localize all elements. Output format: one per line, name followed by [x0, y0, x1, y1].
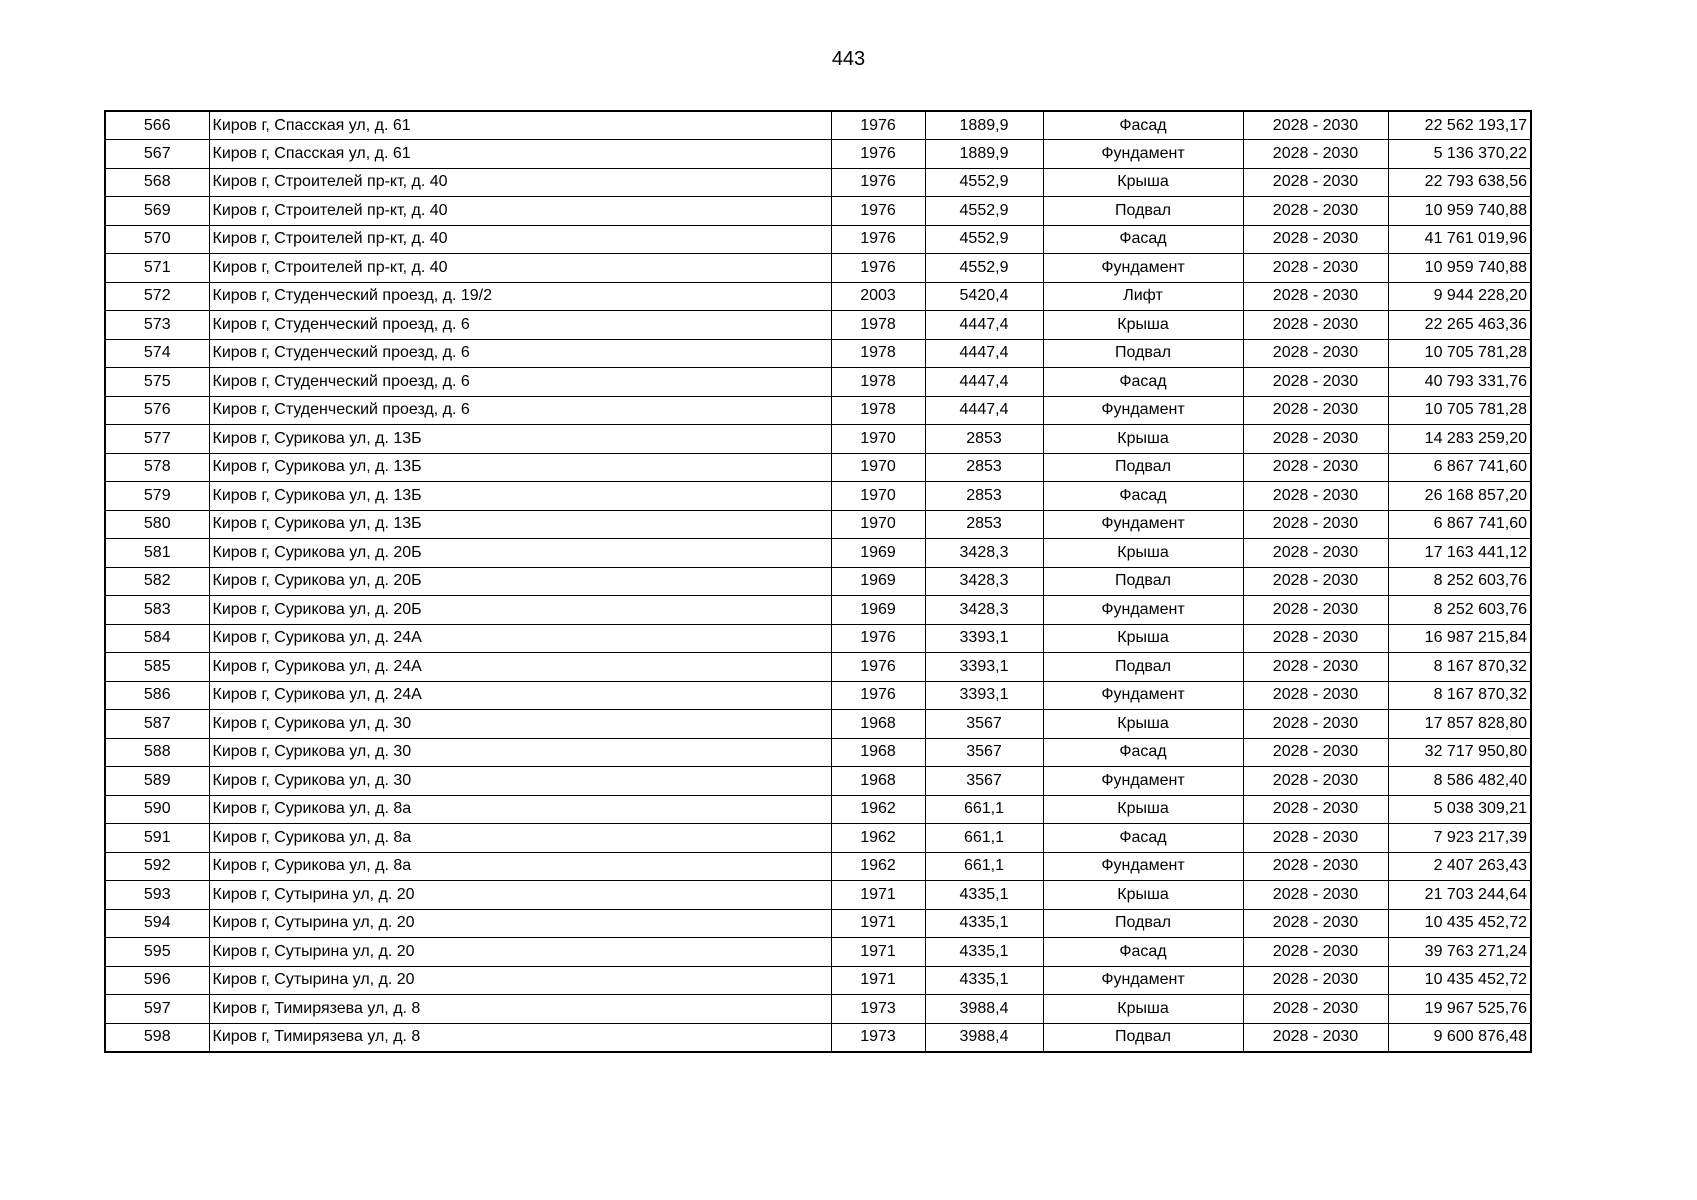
cell-build-year: 1968: [831, 738, 925, 767]
cell-cost: 10 705 781,28: [1388, 396, 1531, 425]
cell-work-type: Крыша: [1043, 168, 1243, 197]
table-row: [105, 681, 1531, 710]
cell-cost: 8 167 870,32: [1388, 653, 1531, 682]
cell-period: 2028 - 2030: [1243, 368, 1388, 397]
cell-work-type: Крыша: [1043, 624, 1243, 653]
cell-work-type: Фасад: [1043, 368, 1243, 397]
cell-period: 2028 - 2030: [1243, 254, 1388, 283]
cell-row-number: 596: [105, 966, 209, 995]
cell-cost: 41 761 019,96: [1388, 225, 1531, 254]
cell-period: 2028 - 2030: [1243, 510, 1388, 539]
cell-period: 2028 - 2030: [1243, 339, 1388, 368]
cell-row-number: 577: [105, 425, 209, 454]
table-row: [105, 767, 1531, 796]
cell-area: 3428,3: [925, 596, 1043, 625]
cell-period: 2028 - 2030: [1243, 140, 1388, 169]
table-row: [105, 653, 1531, 682]
cell-work-type: Крыша: [1043, 795, 1243, 824]
table-row: [105, 738, 1531, 767]
cell-address: Киров г, Тимирязева ул, д. 8: [209, 1023, 831, 1052]
cell-work-type: Подвал: [1043, 909, 1243, 938]
cell-address: Киров г, Строителей пр-кт, д. 40: [209, 168, 831, 197]
cell-address: Киров г, Сурикова ул, д. 20Б: [209, 539, 831, 568]
cell-cost: 8 167 870,32: [1388, 681, 1531, 710]
cell-work-type: Фасад: [1043, 111, 1243, 140]
cell-build-year: 1976: [831, 653, 925, 682]
cell-period: 2028 - 2030: [1243, 881, 1388, 910]
cell-area: 3567: [925, 767, 1043, 796]
cell-cost: 5 038 309,21: [1388, 795, 1531, 824]
cell-period: 2028 - 2030: [1243, 482, 1388, 511]
cell-row-number: 580: [105, 510, 209, 539]
cell-build-year: 1976: [831, 111, 925, 140]
cell-address: Киров г, Сурикова ул, д. 30: [209, 738, 831, 767]
cell-cost: 10 435 452,72: [1388, 909, 1531, 938]
cell-area: 1889,9: [925, 140, 1043, 169]
cell-row-number: 582: [105, 567, 209, 596]
cell-build-year: 1962: [831, 824, 925, 853]
cell-row-number: 593: [105, 881, 209, 910]
table-row: [105, 111, 1531, 140]
cell-row-number: 569: [105, 197, 209, 226]
cell-work-type: Фасад: [1043, 482, 1243, 511]
cell-work-type: Фундамент: [1043, 852, 1243, 881]
cell-cost: 26 168 857,20: [1388, 482, 1531, 511]
cell-build-year: 1976: [831, 254, 925, 283]
cell-period: 2028 - 2030: [1243, 225, 1388, 254]
cell-address: Киров г, Студенческий проезд, д. 6: [209, 396, 831, 425]
cell-work-type: Подвал: [1043, 197, 1243, 226]
cell-cost: 2 407 263,43: [1388, 852, 1531, 881]
cell-area: 3988,4: [925, 995, 1043, 1024]
cell-build-year: 2003: [831, 282, 925, 311]
cell-address: Киров г, Сутырина ул, д. 20: [209, 938, 831, 967]
cell-address: Киров г, Сурикова ул, д. 24А: [209, 681, 831, 710]
cell-period: 2028 - 2030: [1243, 453, 1388, 482]
cell-area: 3428,3: [925, 539, 1043, 568]
cell-area: 4335,1: [925, 881, 1043, 910]
cell-build-year: 1968: [831, 710, 925, 739]
cell-build-year: 1969: [831, 567, 925, 596]
cell-work-type: Фундамент: [1043, 510, 1243, 539]
cell-build-year: 1969: [831, 539, 925, 568]
cell-area: 2853: [925, 425, 1043, 454]
cell-build-year: 1970: [831, 425, 925, 454]
cell-build-year: 1962: [831, 852, 925, 881]
cell-address: Киров г, Сурикова ул, д. 8а: [209, 795, 831, 824]
cell-cost: 8 252 603,76: [1388, 596, 1531, 625]
cell-address: Киров г, Сурикова ул, д. 13Б: [209, 482, 831, 511]
cell-cost: 5 136 370,22: [1388, 140, 1531, 169]
cell-work-type: Фасад: [1043, 938, 1243, 967]
cell-cost: 17 163 441,12: [1388, 539, 1531, 568]
table-row: [105, 909, 1531, 938]
table-row: [105, 368, 1531, 397]
cell-row-number: 587: [105, 710, 209, 739]
cell-cost: 40 793 331,76: [1388, 368, 1531, 397]
cell-row-number: 575: [105, 368, 209, 397]
cell-address: Киров г, Сурикова ул, д. 30: [209, 767, 831, 796]
cell-address: Киров г, Спасская ул, д. 61: [209, 140, 831, 169]
cell-period: 2028 - 2030: [1243, 938, 1388, 967]
cell-area: 4552,9: [925, 197, 1043, 226]
cell-period: 2028 - 2030: [1243, 966, 1388, 995]
table-row: [105, 453, 1531, 482]
cell-build-year: 1970: [831, 482, 925, 511]
cell-build-year: 1971: [831, 938, 925, 967]
table-row: [105, 396, 1531, 425]
cell-work-type: Подвал: [1043, 567, 1243, 596]
table-row: [105, 510, 1531, 539]
cell-area: 4335,1: [925, 938, 1043, 967]
cell-area: 4552,9: [925, 168, 1043, 197]
cell-build-year: 1976: [831, 140, 925, 169]
cell-row-number: 576: [105, 396, 209, 425]
cell-period: 2028 - 2030: [1243, 425, 1388, 454]
cell-cost: 6 867 741,60: [1388, 510, 1531, 539]
cell-address: Киров г, Тимирязева ул, д. 8: [209, 995, 831, 1024]
cell-build-year: 1969: [831, 596, 925, 625]
cell-row-number: 588: [105, 738, 209, 767]
table-row: [105, 254, 1531, 283]
cell-area: 3393,1: [925, 681, 1043, 710]
cell-row-number: 586: [105, 681, 209, 710]
cell-period: 2028 - 2030: [1243, 311, 1388, 340]
cell-address: Киров г, Студенческий проезд, д. 6: [209, 311, 831, 340]
cell-build-year: 1976: [831, 624, 925, 653]
cell-build-year: 1976: [831, 168, 925, 197]
cell-build-year: 1973: [831, 1023, 925, 1052]
cell-area: 2853: [925, 453, 1043, 482]
table-row: [105, 938, 1531, 967]
cell-row-number: 572: [105, 282, 209, 311]
repair-schedule-table: [104, 110, 1532, 1053]
cell-build-year: 1970: [831, 510, 925, 539]
cell-period: 2028 - 2030: [1243, 852, 1388, 881]
table-row: [105, 425, 1531, 454]
cell-address: Киров г, Студенческий проезд, д. 6: [209, 339, 831, 368]
cell-period: 2028 - 2030: [1243, 596, 1388, 625]
cell-area: 4335,1: [925, 909, 1043, 938]
cell-period: 2028 - 2030: [1243, 795, 1388, 824]
cell-row-number: 589: [105, 767, 209, 796]
cell-address: Киров г, Строителей пр-кт, д. 40: [209, 197, 831, 226]
cell-area: 2853: [925, 510, 1043, 539]
cell-cost: 8 252 603,76: [1388, 567, 1531, 596]
cell-period: 2028 - 2030: [1243, 539, 1388, 568]
cell-cost: 8 586 482,40: [1388, 767, 1531, 796]
cell-area: 4552,9: [925, 254, 1043, 283]
cell-work-type: Подвал: [1043, 453, 1243, 482]
cell-area: 4335,1: [925, 966, 1043, 995]
cell-cost: 17 857 828,80: [1388, 710, 1531, 739]
cell-cost: 19 967 525,76: [1388, 995, 1531, 1024]
cell-row-number: 597: [105, 995, 209, 1024]
cell-row-number: 567: [105, 140, 209, 169]
cell-cost: 6 867 741,60: [1388, 453, 1531, 482]
cell-row-number: 566: [105, 111, 209, 140]
cell-work-type: Крыша: [1043, 995, 1243, 1024]
table-row: [105, 995, 1531, 1024]
cell-row-number: 568: [105, 168, 209, 197]
cell-area: 3567: [925, 710, 1043, 739]
cell-area: 4447,4: [925, 368, 1043, 397]
table-row: [105, 539, 1531, 568]
cell-cost: 9 944 228,20: [1388, 282, 1531, 311]
cell-address: Киров г, Сурикова ул, д. 8а: [209, 824, 831, 853]
cell-area: 3988,4: [925, 1023, 1043, 1052]
cell-build-year: 1968: [831, 767, 925, 796]
table-row: [105, 881, 1531, 910]
cell-row-number: 570: [105, 225, 209, 254]
cell-area: 3393,1: [925, 624, 1043, 653]
cell-row-number: 571: [105, 254, 209, 283]
cell-work-type: Фундамент: [1043, 767, 1243, 796]
cell-area: 3393,1: [925, 653, 1043, 682]
cell-area: 3567: [925, 738, 1043, 767]
cell-area: 5420,4: [925, 282, 1043, 311]
cell-period: 2028 - 2030: [1243, 738, 1388, 767]
cell-work-type: Фундамент: [1043, 254, 1243, 283]
cell-cost: 10 435 452,72: [1388, 966, 1531, 995]
cell-period: 2028 - 2030: [1243, 111, 1388, 140]
cell-area: 4447,4: [925, 396, 1043, 425]
table-row: [105, 225, 1531, 254]
cell-work-type: Подвал: [1043, 653, 1243, 682]
cell-row-number: 579: [105, 482, 209, 511]
cell-cost: 10 959 740,88: [1388, 254, 1531, 283]
cell-area: 661,1: [925, 795, 1043, 824]
cell-period: 2028 - 2030: [1243, 681, 1388, 710]
table-row: [105, 567, 1531, 596]
cell-row-number: 585: [105, 653, 209, 682]
cell-row-number: 581: [105, 539, 209, 568]
cell-row-number: 598: [105, 1023, 209, 1052]
cell-work-type: Фундамент: [1043, 140, 1243, 169]
cell-build-year: 1970: [831, 453, 925, 482]
cell-row-number: 590: [105, 795, 209, 824]
table-row: [105, 197, 1531, 226]
cell-address: Киров г, Сурикова ул, д. 24А: [209, 653, 831, 682]
table-row: [105, 824, 1531, 853]
page-number: 443: [831, 48, 866, 70]
cell-work-type: Фундамент: [1043, 966, 1243, 995]
table-row: [105, 852, 1531, 881]
cell-area: 4552,9: [925, 225, 1043, 254]
cell-address: Киров г, Сутырина ул, д. 20: [209, 909, 831, 938]
cell-cost: 22 793 638,56: [1388, 168, 1531, 197]
cell-row-number: 573: [105, 311, 209, 340]
table-row: [105, 624, 1531, 653]
cell-cost: 10 705 781,28: [1388, 339, 1531, 368]
cell-address: Киров г, Строителей пр-кт, д. 40: [209, 225, 831, 254]
cell-build-year: 1976: [831, 681, 925, 710]
table-row: [105, 596, 1531, 625]
cell-cost: 39 763 271,24: [1388, 938, 1531, 967]
cell-address: Киров г, Сурикова ул, д. 13Б: [209, 510, 831, 539]
cell-cost: 9 600 876,48: [1388, 1023, 1531, 1052]
cell-build-year: 1978: [831, 368, 925, 397]
cell-cost: 10 959 740,88: [1388, 197, 1531, 226]
cell-row-number: 583: [105, 596, 209, 625]
cell-build-year: 1978: [831, 396, 925, 425]
cell-row-number: 578: [105, 453, 209, 482]
cell-area: 4447,4: [925, 339, 1043, 368]
cell-row-number: 584: [105, 624, 209, 653]
cell-period: 2028 - 2030: [1243, 624, 1388, 653]
cell-address: Киров г, Спасская ул, д. 61: [209, 111, 831, 140]
cell-period: 2028 - 2030: [1243, 396, 1388, 425]
table-row: [105, 282, 1531, 311]
cell-address: Киров г, Сурикова ул, д. 13Б: [209, 453, 831, 482]
table-row: [105, 140, 1531, 169]
table-row: [105, 339, 1531, 368]
cell-cost: 32 717 950,80: [1388, 738, 1531, 767]
cell-period: 2028 - 2030: [1243, 282, 1388, 311]
cell-build-year: 1978: [831, 311, 925, 340]
cell-address: Киров г, Сурикова ул, д. 30: [209, 710, 831, 739]
cell-address: Киров г, Строителей пр-кт, д. 40: [209, 254, 831, 283]
cell-period: 2028 - 2030: [1243, 995, 1388, 1024]
cell-work-type: Фасад: [1043, 225, 1243, 254]
table-row: [105, 311, 1531, 340]
cell-work-type: Крыша: [1043, 539, 1243, 568]
cell-address: Киров г, Сурикова ул, д. 20Б: [209, 567, 831, 596]
cell-work-type: Фундамент: [1043, 396, 1243, 425]
cell-cost: 22 265 463,36: [1388, 311, 1531, 340]
cell-address: Киров г, Студенческий проезд, д. 19/2: [209, 282, 831, 311]
cell-area: 2853: [925, 482, 1043, 511]
cell-period: 2028 - 2030: [1243, 1023, 1388, 1052]
cell-work-type: Крыша: [1043, 710, 1243, 739]
cell-area: 4447,4: [925, 311, 1043, 340]
cell-work-type: Фасад: [1043, 824, 1243, 853]
table-row: [105, 1023, 1531, 1052]
table-body: [105, 111, 1531, 1052]
cell-cost: 7 923 217,39: [1388, 824, 1531, 853]
table-row: [105, 710, 1531, 739]
cell-build-year: 1971: [831, 966, 925, 995]
cell-work-type: Фундамент: [1043, 681, 1243, 710]
cell-area: 1889,9: [925, 111, 1043, 140]
cell-build-year: 1971: [831, 881, 925, 910]
cell-build-year: 1973: [831, 995, 925, 1024]
cell-address: Киров г, Сурикова ул, д. 24А: [209, 624, 831, 653]
cell-period: 2028 - 2030: [1243, 653, 1388, 682]
cell-build-year: 1976: [831, 197, 925, 226]
table-row: [105, 482, 1531, 511]
cell-cost: 14 283 259,20: [1388, 425, 1531, 454]
cell-area: 661,1: [925, 824, 1043, 853]
cell-work-type: Крыша: [1043, 311, 1243, 340]
cell-address: Киров г, Студенческий проезд, д. 6: [209, 368, 831, 397]
cell-cost: 21 703 244,64: [1388, 881, 1531, 910]
cell-work-type: Подвал: [1043, 339, 1243, 368]
cell-period: 2028 - 2030: [1243, 567, 1388, 596]
cell-row-number: 591: [105, 824, 209, 853]
cell-area: 661,1: [925, 852, 1043, 881]
cell-work-type: Лифт: [1043, 282, 1243, 311]
table-row: [105, 168, 1531, 197]
cell-row-number: 574: [105, 339, 209, 368]
cell-period: 2028 - 2030: [1243, 824, 1388, 853]
cell-address: Киров г, Сурикова ул, д. 20Б: [209, 596, 831, 625]
cell-build-year: 1976: [831, 225, 925, 254]
cell-area: 3428,3: [925, 567, 1043, 596]
cell-period: 2028 - 2030: [1243, 767, 1388, 796]
cell-build-year: 1978: [831, 339, 925, 368]
cell-address: Киров г, Сутырина ул, д. 20: [209, 966, 831, 995]
cell-work-type: Фасад: [1043, 738, 1243, 767]
cell-build-year: 1971: [831, 909, 925, 938]
table-row: [105, 966, 1531, 995]
cell-work-type: Крыша: [1043, 425, 1243, 454]
table-row: [105, 795, 1531, 824]
cell-address: Киров г, Сутырина ул, д. 20: [209, 881, 831, 910]
cell-cost: 16 987 215,84: [1388, 624, 1531, 653]
cell-period: 2028 - 2030: [1243, 710, 1388, 739]
cell-row-number: 592: [105, 852, 209, 881]
cell-address: Киров г, Сурикова ул, д. 13Б: [209, 425, 831, 454]
cell-cost: 22 562 193,17: [1388, 111, 1531, 140]
cell-row-number: 595: [105, 938, 209, 967]
cell-work-type: Фундамент: [1043, 596, 1243, 625]
cell-period: 2028 - 2030: [1243, 909, 1388, 938]
cell-row-number: 594: [105, 909, 209, 938]
cell-work-type: Крыша: [1043, 881, 1243, 910]
cell-work-type: Подвал: [1043, 1023, 1243, 1052]
cell-address: Киров г, Сурикова ул, д. 8а: [209, 852, 831, 881]
cell-period: 2028 - 2030: [1243, 197, 1388, 226]
cell-period: 2028 - 2030: [1243, 168, 1388, 197]
cell-build-year: 1962: [831, 795, 925, 824]
